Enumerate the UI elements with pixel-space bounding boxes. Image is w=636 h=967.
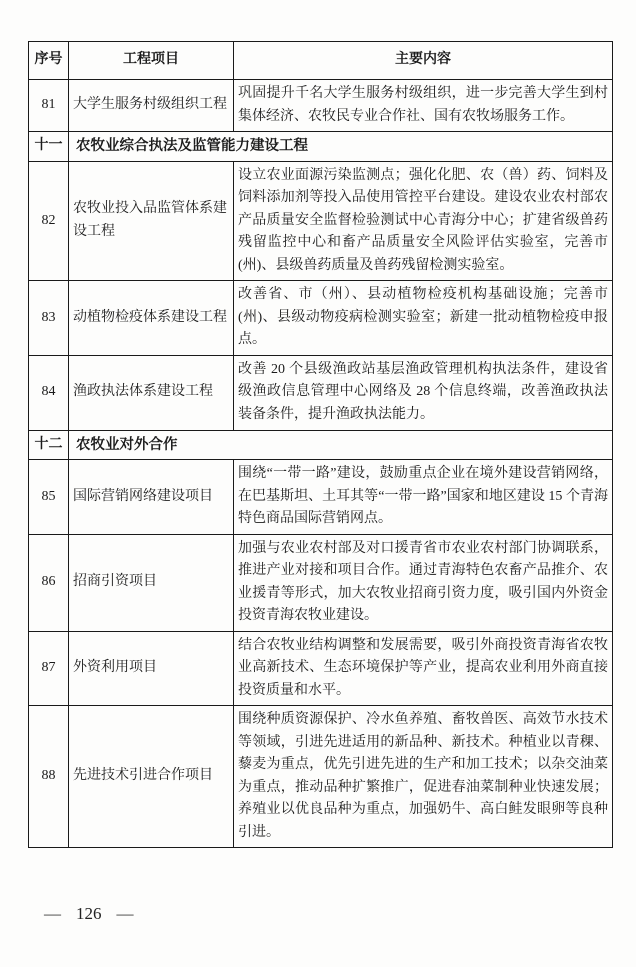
section-row-12: [29, 430, 613, 460]
serial-cell: 85: [29, 460, 69, 535]
project-cell: 动植物检疫体系建设工程: [69, 281, 234, 356]
content-cell: 围绕种质资源保护、冷水鱼养殖、畜牧兽医、高效节水技术等领域，引进先进适用的新品种、新技术。种植业以青稞、藜麦为重点，优先引进先进的生产和加工技术；以杂交油菜为重点，推动品种扩繁推广，促进春油菜制种业快速发展；养殖业以优良品种为重点，加强奶牛、高白鲑发眼卵等良种引进。: [234, 706, 613, 848]
serial-cell: 82: [29, 161, 69, 281]
header-row: [29, 42, 613, 80]
content-cell: 结合农牧业结构调整和发展需要，吸引外商投资青海省农牧业高新技术、生态环境保护等产业，提高农业利用外商直接投资质量和水平。: [234, 631, 613, 706]
content-cell: 围绕“一带一路”建设，鼓励重点企业在境外建设营销网络，在巴基斯坦、土耳其等“一带一路”国家和地区建设 15 个青海特色商品国际营销网点。: [234, 460, 613, 535]
page-number: 126: [76, 904, 102, 923]
project-cell: 外资利用项目: [69, 631, 234, 706]
header-project-name: 工程项目: [69, 42, 234, 80]
serial-cell: 84: [29, 355, 69, 430]
content-cell: 设立农业面源污染监测点；强化化肥、农（兽）药、饲料及饲料添加剂等投入品使用管控平台建设。建设农业农村部农产品质量安全监督检验测试中心青海分中心；扩建省级兽药残留监控中心和畜产品质量安全风险评估实验室，完善市(州)、县级兽药质量及兽药残留检测实验室。: [234, 161, 613, 281]
table-row-83: [29, 281, 613, 356]
project-cell: 渔政执法体系建设工程: [69, 355, 234, 430]
serial-cell: 87: [29, 631, 69, 706]
table-row-88: [29, 706, 613, 848]
table-row-82: [29, 161, 613, 281]
table-row-84: [29, 355, 613, 430]
table-row-86: [29, 534, 613, 631]
page-number-dash-left: —: [44, 904, 61, 923]
content-cell: 改善 20 个县级渔政站基层渔政管理机构执法条件，建设省级渔政信息管理中心网络及 28 个信息终端，改善渔政执法装备条件，提升渔政执法能力。: [234, 355, 613, 430]
serial-cell: 81: [29, 80, 69, 132]
table-row-81: [29, 80, 613, 132]
project-cell: 农牧业投入品监管体系建设工程: [69, 161, 234, 281]
section-title-cell: 农牧业综合执法及监管能力建设工程: [69, 132, 613, 162]
serial-cell: 88: [29, 706, 69, 848]
project-cell: 先进技术引进合作项目: [69, 706, 234, 848]
project-cell: 国际营销网络建设项目: [69, 460, 234, 535]
table-row-87: [29, 631, 613, 706]
section-number-cell: 十一: [29, 132, 69, 162]
table-row-85: [29, 460, 613, 535]
header-main-content: 主要内容: [234, 42, 613, 80]
content-cell: 改善省、市（州）、县动植物检疫机构基础设施；完善市(州)、县级动物疫病检测实验室；新建一批动植物检疫申报点。: [234, 281, 613, 356]
serial-cell: 83: [29, 281, 69, 356]
section-row-11: [29, 132, 613, 162]
project-cell: 招商引资项目: [69, 534, 234, 631]
section-title-cell: 农牧业对外合作: [69, 430, 613, 460]
content-cell: 巩固提升千名大学生服务村级组织，进一步完善大学生到村集体经济、农牧民专业合作社、国有农牧场服务工作。: [234, 80, 613, 132]
header-serial-number: 序号: [29, 42, 69, 80]
page-number-dash-right: —: [116, 904, 134, 923]
projects-table: [28, 41, 613, 848]
page-footer: [44, 904, 134, 924]
section-number-cell: 十二: [29, 430, 69, 460]
project-cell: 大学生服务村级组织工程: [69, 80, 234, 132]
content-cell: 加强与农业农村部及对口援青省市农业农村部门协调联系，推进产业对接和项目合作。通过青海特色农畜产品推介、农业援青等形式，加大农牧业招商引资力度，吸引国内外资金投资青海农牧业建设。: [234, 534, 613, 631]
serial-cell: 86: [29, 534, 69, 631]
